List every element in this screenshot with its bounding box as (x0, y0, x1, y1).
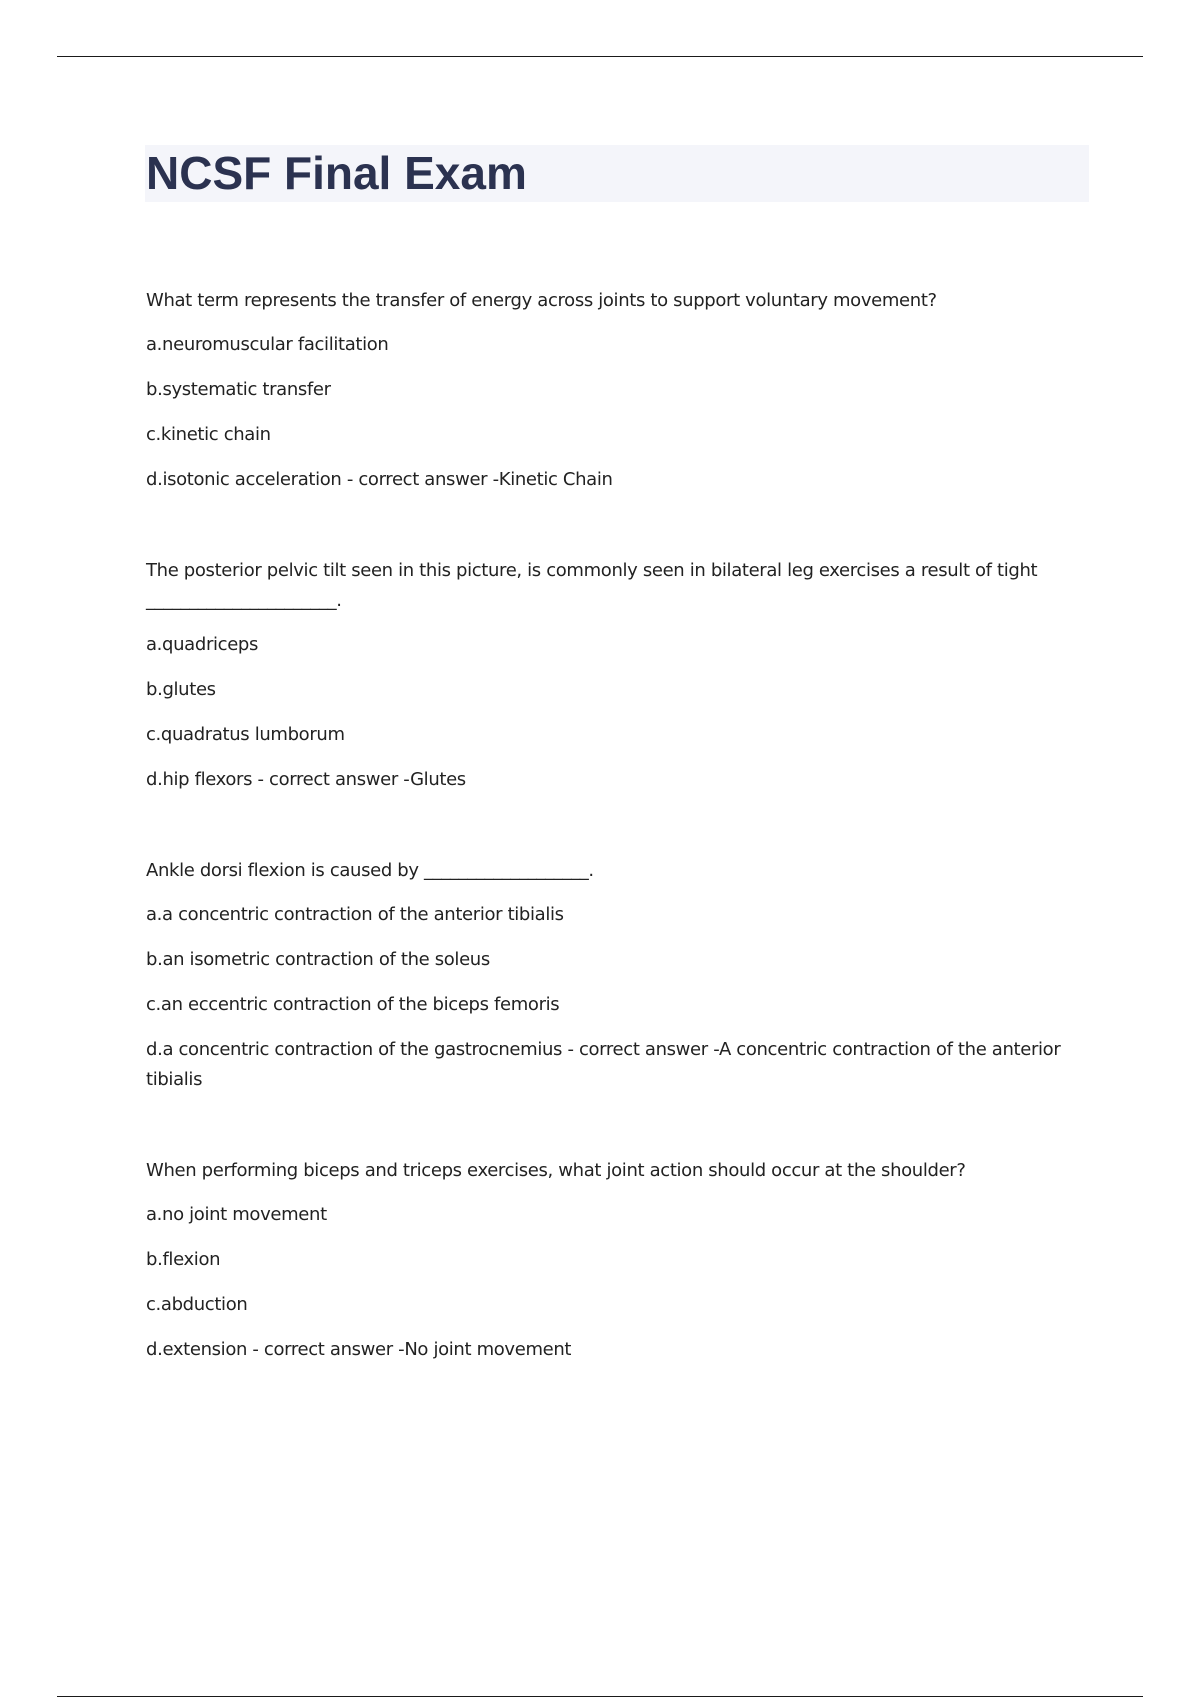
answer-option: a.neuromuscular facilitation (146, 334, 389, 355)
top-rule (57, 56, 1143, 57)
answer-option-with-correct-answer: d.hip flexors - correct answer -Glutes (146, 769, 466, 790)
question-text: What term represents the transfer of energy across joints to support voluntary movement? (146, 290, 937, 311)
answer-option: c.abduction (146, 1294, 248, 1315)
answer-option-with-correct-answer: d.extension - correct answer -No joint movement (146, 1339, 572, 1360)
answer-option: c.an eccentric contraction of the biceps femoris (146, 994, 560, 1015)
question-block (146, 1156, 1076, 1365)
answer-option-with-correct-answer: d.isotonic acceleration - correct answer -Kinetic Chain (146, 469, 613, 490)
question-text: Ankle dorsi flexion is caused by ___________________. (146, 860, 594, 881)
answer-option: b.systematic transfer (146, 379, 331, 400)
answer-option: b.glutes (146, 679, 216, 700)
question-block (146, 856, 1076, 1095)
answer-option: a.no joint movement (146, 1204, 327, 1225)
answer-option: c.kinetic chain (146, 424, 271, 445)
answer-option: b.flexion (146, 1249, 221, 1270)
question-list (146, 286, 1076, 1426)
answer-option: b.an isometric contraction of the soleus (146, 949, 490, 970)
question-block (146, 556, 1076, 795)
answer-option: a.a concentric contraction of the anterior tibialis (146, 904, 564, 925)
answer-option-with-correct-answer: d.a concentric contraction of the gastrocnemius - correct answer -A concentric contraction of the anterior tibialis (146, 1039, 1061, 1090)
document-title: NCSF Final Exam (146, 147, 527, 199)
question-text: The posterior pelvic tilt seen in this picture, is commonly seen in bilateral leg exercises a result of tight ______________________. (146, 560, 1038, 611)
answer-option: c.quadratus lumborum (146, 724, 345, 745)
question-block (146, 286, 1076, 495)
bottom-rule (57, 1696, 1143, 1697)
answer-option: a.quadriceps (146, 634, 259, 655)
question-text: When performing biceps and triceps exercises, what joint action should occur at the shoulder? (146, 1160, 966, 1181)
